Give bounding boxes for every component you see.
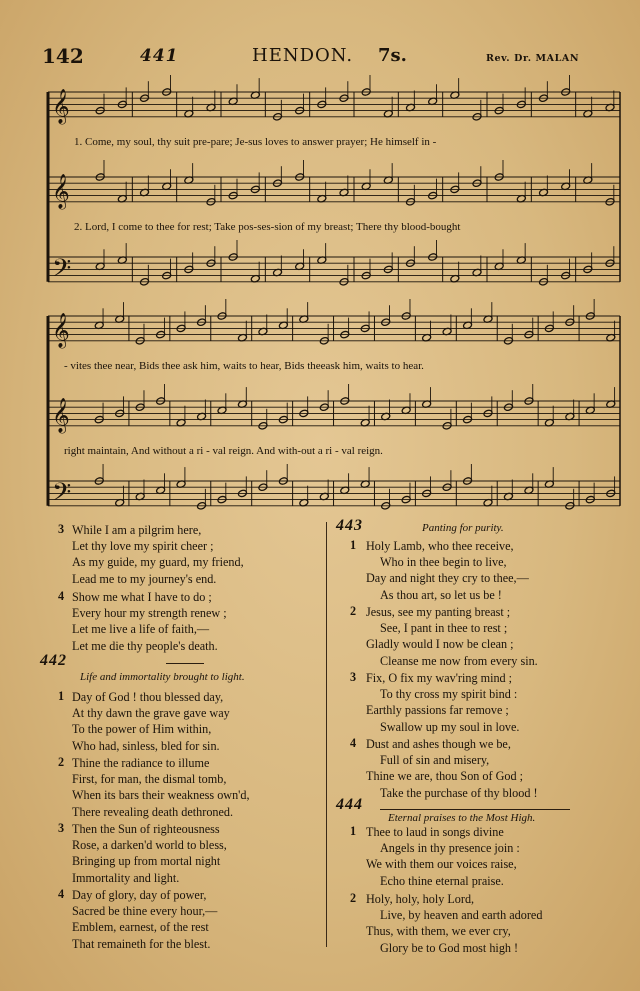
- verse-line: First, for man, the dismal tomb,: [72, 772, 227, 787]
- verse-number: 4: [58, 887, 65, 901]
- verse-block: [72, 755, 250, 820]
- verse-block: [366, 824, 520, 889]
- clef-icon: 𝄞: [52, 313, 70, 348]
- verse-line: There revealing death dethroned.: [72, 804, 234, 819]
- verse-number: 3: [350, 670, 357, 684]
- verse-number: 1: [350, 538, 357, 552]
- verse-line: Show me what I have to do ;: [72, 590, 212, 604]
- system1-lyric-verse2: 2. Lord, I come to thee for rest; Take pos-ses-sion of my breast; There thy blood-bought: [74, 221, 461, 233]
- verse-number: 3: [58, 522, 65, 536]
- system1-lyric-verse1: 1. Come, my soul, thy suit pre-pare; Je-sus loves to answer prayer; He himself in -: [74, 136, 437, 148]
- verse-line: Angels in thy presence join :: [380, 841, 520, 856]
- verse-line: Let me die thy people's death.: [72, 638, 218, 653]
- verse-block: [72, 522, 244, 587]
- verse-line: Day and night they cry to thee,—: [366, 571, 529, 586]
- verse-line: See, I pant in thee to rest ;: [380, 621, 508, 636]
- verse-number: 4: [58, 589, 65, 603]
- verse-line: To thy cross my spirit bind :: [380, 687, 518, 702]
- verse-number: 2: [350, 891, 357, 905]
- verse-block: [72, 589, 227, 654]
- verse-line: As thou art, so let us be !: [380, 587, 502, 602]
- meter: 7s.: [378, 45, 407, 66]
- hymn-number-443: 443: [336, 517, 363, 534]
- verse-line: Gladly would I now be clean ;: [366, 637, 514, 652]
- verse-line: Live, by heaven and earth adored: [380, 908, 543, 923]
- verse-block: [366, 891, 542, 956]
- verse-block: [366, 670, 519, 735]
- verse-line: Thee to laud in songs divine: [366, 825, 504, 839]
- hymn-subtitle: Life and immortality brought to light.: [80, 671, 245, 683]
- verse-line: Let thy love my spirit cheer ;: [72, 539, 214, 554]
- verse-line: Fix, O fix my wav'ring mind ;: [366, 671, 513, 685]
- system2-lyric-verse2: right maintain, And without a ri - val reign. And with-out a ri - val reign.: [64, 445, 383, 457]
- hymn-number-444: 444: [336, 796, 363, 813]
- column-divider: [326, 522, 327, 947]
- hymn-subtitle: Eternal praises to the Most High.: [388, 812, 536, 824]
- verse-number: 1: [58, 689, 65, 703]
- verse-line: Earthly passions far remove ;: [366, 703, 509, 718]
- verse-line: Who had, sinless, bled for sin.: [72, 738, 220, 753]
- clef-icon: 𝄢: [52, 254, 72, 289]
- verse-line: Swallow up my soul in love.: [380, 719, 520, 734]
- verse-number: 3: [58, 821, 65, 835]
- verse-number: 4: [350, 736, 357, 750]
- verse-line: Who in thee begin to live,: [380, 555, 507, 570]
- verse-line: Holy, holy, holy Lord,: [366, 892, 475, 906]
- verse-line: Immortality and light.: [72, 870, 180, 885]
- verse-line: Glory be to God most high !: [380, 940, 519, 955]
- verse-line: Day of God ! thou blessed day,: [72, 690, 224, 704]
- verse-line: Dust and ashes though we be,: [366, 737, 511, 751]
- verse-line: To the power of Him within,: [72, 722, 212, 737]
- verse-line: Let me live a life of faith,—: [72, 622, 210, 637]
- verse-line: Thine we are, thou Son of God ;: [366, 769, 524, 784]
- verse-line: While I am a pilgrim here,: [72, 523, 202, 537]
- clef-icon: 𝄞: [52, 398, 70, 433]
- page-number: 142: [42, 44, 84, 68]
- hymn-subtitle: Panting for purity.: [422, 522, 504, 534]
- verse-line: Jesus, see my panting breast ;: [366, 605, 511, 619]
- verse-number: 2: [350, 604, 357, 618]
- clef-icon: 𝄞: [52, 174, 70, 209]
- verse-number: 1: [350, 824, 357, 838]
- verse-line: Thus, with them, we ever cry,: [366, 924, 511, 939]
- verse-line: Lead me to my journey's end.: [72, 571, 217, 586]
- verse-line: Rose, a darken'd world to bless,: [72, 838, 227, 853]
- composer: Rev. Dr. MALAN: [486, 53, 580, 64]
- verse-block: [366, 736, 538, 801]
- verse-line: Then the Sun of righteousness: [72, 822, 220, 836]
- clef-icon: 𝄢: [52, 478, 72, 513]
- tune-name: HENDON.: [252, 45, 354, 66]
- verse-line: Every hour my strength renew ;: [72, 606, 227, 621]
- hymn-number: 441: [140, 46, 179, 66]
- clef-icon: 𝄞: [52, 89, 70, 124]
- verse-line: Thine the radiance to illume: [72, 756, 210, 770]
- divider-rule: [380, 809, 570, 810]
- verse-line: Sacred be thine every hour,—: [72, 904, 218, 919]
- hymn-number-442: 442: [40, 652, 67, 669]
- verse-block: [366, 538, 529, 603]
- verse-line: Full of sin and misery,: [380, 753, 490, 768]
- verse-number: 2: [58, 755, 65, 769]
- verse-line: Holy Lamb, who thee receive,: [366, 539, 514, 553]
- verse-line: Emblem, earnest, of the rest: [72, 920, 209, 935]
- verse-line: As my guide, my guard, my friend,: [72, 555, 244, 570]
- verse-block: [72, 689, 230, 754]
- verse-block: [366, 604, 538, 669]
- verse-line: Bringing up from mortal night: [72, 854, 221, 869]
- system2-lyric-verse1: - vites thee near, Bids thee ask him, waits to hear, Bids theeask him, waits to hear.: [64, 360, 424, 372]
- verse-block: [72, 821, 227, 886]
- verse-line: Day of glory, day of power,: [72, 888, 207, 902]
- verse-line: Cleanse me now from every sin.: [380, 653, 538, 668]
- verse-line: We with them our voices raise,: [366, 857, 517, 872]
- verse-line: When its bars their weakness own'd,: [72, 788, 250, 803]
- verse-line: At thy dawn the grave gave way: [72, 706, 230, 721]
- verse-line: Take the purchase of thy blood !: [380, 785, 538, 800]
- verse-line: Echo thine eternal praise.: [380, 873, 504, 888]
- verse-block: [72, 887, 217, 952]
- divider-rule: [166, 663, 204, 664]
- verse-line: That remaineth for the blest.: [72, 936, 211, 951]
